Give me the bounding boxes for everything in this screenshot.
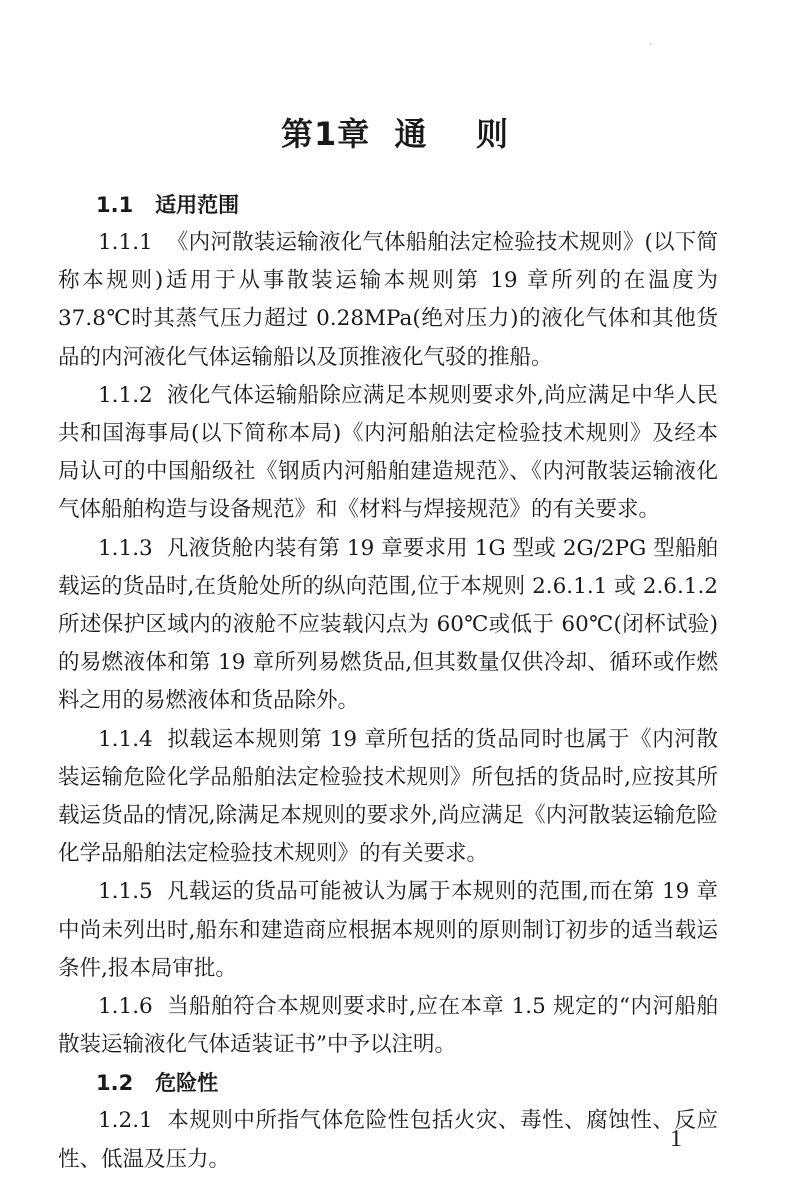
clause-number: 1.1.1: [98, 230, 153, 255]
page-content: [58, 186, 718, 1179]
page-number: 1: [670, 1126, 682, 1152]
clause-paragraph: [58, 377, 718, 530]
clause-paragraph: [58, 873, 718, 988]
clause-text: 《内河散装运输液化气体船舶法定检验技术规则》(以下简称本规则)适用于从事散装运输本规则第 19 章所列的在温度为 37.8℃时其蒸气压力超过 0.28MPa(绝对压力)的液化气体和其他货品的内河液化气体运输船以及顶推液化气驳的推船。: [58, 230, 718, 370]
clause-text: 本规则中所指气体危险性包括火灾、毒性、腐蚀性、反应性、低温及压力。: [58, 1108, 718, 1172]
clause-text: 凡载运的货品可能被认为属于本规则的范围,而在第 19 章中尚未列出时,船东和建造商应根据本规则的原则制订初步的适当载运条件,报本局审批。: [58, 879, 718, 981]
clause-number: 1.1.6: [98, 994, 153, 1020]
clause-number: 1.2.1: [98, 1108, 153, 1134]
chapter-title: 第1章 通 则: [280, 115, 510, 153]
clause-text: 液化气体运输船除应满足本规则要求外,尚应满足中华人民共和国海事局(以下简称本局)《内河船舶法定检验技术规则》及经本局认可的中国船级社《钢质内河船舶建造规范》、《内河散装运输液化气体船舶构造与设备规范》和《材料与焊接规范》的有关要求。: [58, 382, 718, 523]
clause-number: 1.1.2: [98, 382, 153, 408]
section-heading: 1.2 危险性: [96, 1071, 219, 1096]
clause-number: 1.1.5: [98, 879, 153, 905]
clause-text: 凡液货舱内装有第 19 章要求用 1G 型或 2G/2PG 型船舶载运的货品时,在货舱处所的纵向范围,位于本规则 2.6.1.1 或 2.6.1.2 所述保护区域内的液舱不应装载闪点为 60℃或低于 60℃(闭杯试验)的易燃液体和第 19 章所列易燃货品,但其数量仅供冷却、循环或作燃料之用的易燃液体和货品除外。: [58, 535, 718, 714]
clause-paragraph: [58, 1102, 718, 1178]
clause-text: 当船舶符合本规则要求时,应在本章 1.5 规定的“内河船舶散装运输液化气体适装证书”中予以注明。: [58, 994, 718, 1058]
clause-paragraph: [58, 224, 718, 377]
clause-paragraph: [58, 988, 718, 1064]
clause-number: 1.1.3: [98, 535, 153, 561]
clause-paragraph: [58, 530, 718, 721]
clause-number: 1.1.4: [98, 726, 153, 752]
clause-text: 拟载运本规则第 19 章所包括的货品同时也属于《内河散装运输危险化学品船舶法定检验技术规则》所包括的货品时,应按其所载运货品的情况,除满足本规则的要求外,尚应满足《内河散装运输危险化学品船舶法定检验技术规则》的有关要求。: [58, 726, 718, 867]
corner-mark: ·: [649, 40, 652, 49]
section-heading: 1.1 适用范围: [96, 193, 240, 217]
clause-paragraph: [58, 721, 718, 874]
